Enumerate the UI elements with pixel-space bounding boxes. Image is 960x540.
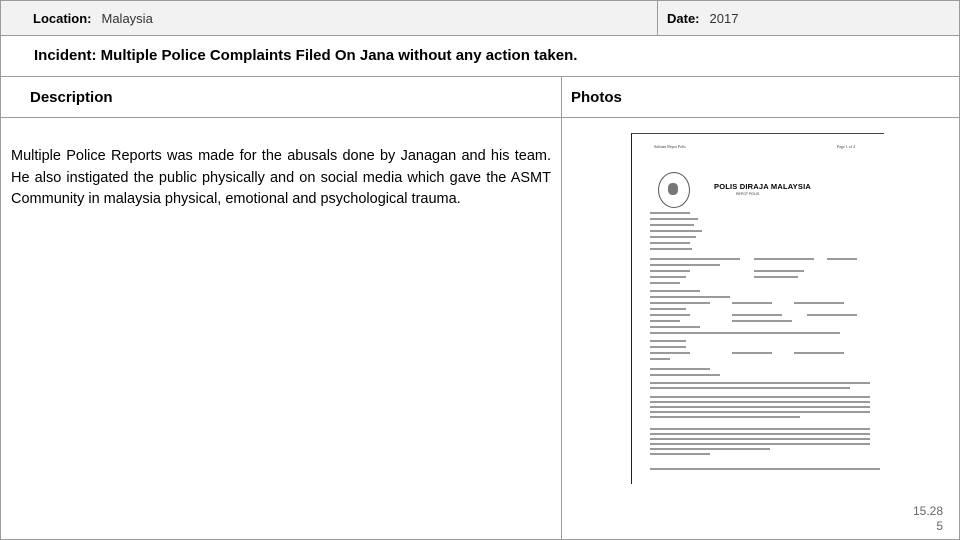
description-header-cell [0, 76, 562, 118]
doc-title: POLIS DIRAJA MALAYSIA [714, 182, 811, 191]
description-cell [0, 117, 562, 540]
date-cell [657, 0, 960, 36]
location-value: Malaysia [101, 10, 153, 26]
doc-header-right: Page 1 of 4 [837, 144, 856, 149]
description-header: Description [30, 88, 113, 106]
date-value: 2017 [709, 10, 739, 26]
location-cell [0, 0, 658, 36]
header-row [0, 0, 960, 36]
content-row [0, 117, 960, 540]
incident-title: Incident: Multiple Police Complaints Filed On Jana without any action taken. [34, 47, 578, 64]
doc-header-left: Sulinan Repot Polis [654, 144, 686, 149]
photos-cell [561, 117, 960, 540]
incident-row [0, 35, 960, 77]
slide-number: 15.28 5 [912, 504, 943, 533]
photos-header: Photos [571, 88, 622, 106]
police-crest-icon [658, 172, 690, 208]
photos-header-cell [561, 76, 960, 118]
doc-subtitle: REPOT POLIS [736, 192, 760, 196]
column-header-row [0, 76, 960, 118]
police-report-photo [631, 133, 884, 484]
description-text: Multiple Police Reports was made for the abusals done by Janagan and his team. He also instigated the public physically and on social media which gave the ASMT Community in malaysia physical, emotional and psychological trauma. [11, 148, 551, 207]
location-label: Location: [33, 10, 92, 26]
date-label: Date: [667, 10, 700, 26]
